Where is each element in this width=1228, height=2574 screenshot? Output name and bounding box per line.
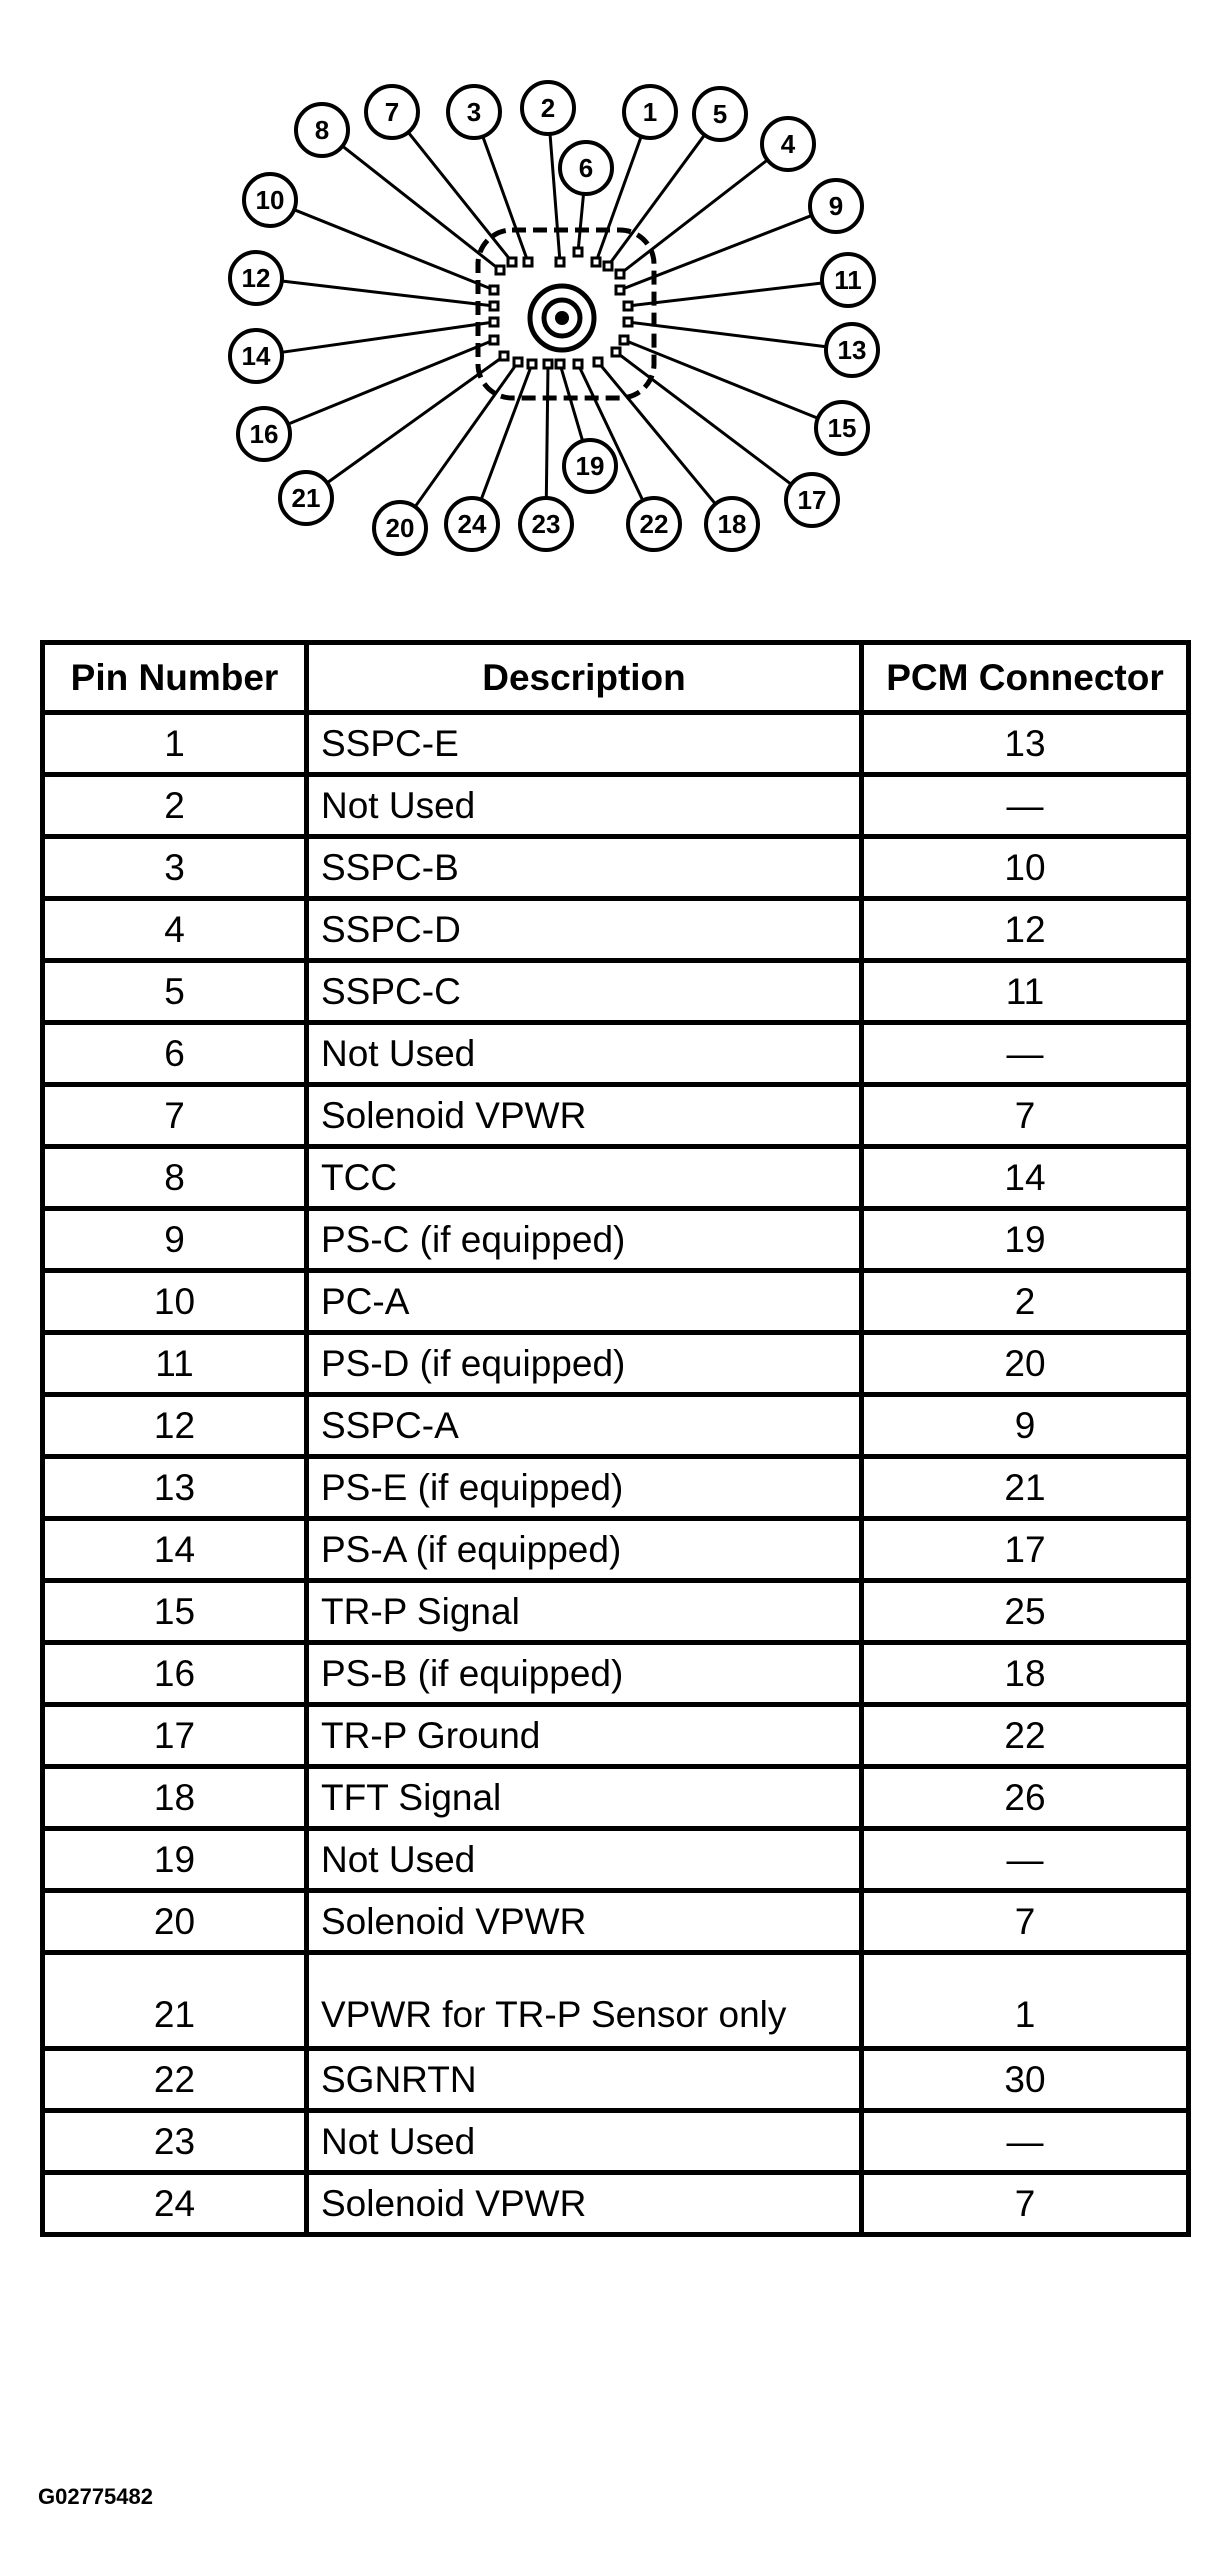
description-cell: TR-P Signal	[307, 1581, 862, 1643]
table-row	[43, 1085, 1189, 1147]
table-row	[43, 1333, 1189, 1395]
pin-callout	[706, 498, 758, 550]
table-row	[43, 1457, 1189, 1519]
header-description: Description	[307, 643, 862, 713]
table-row	[43, 775, 1189, 837]
description-cell: PS-E (if equipped)	[307, 1457, 862, 1519]
pin-number-cell: 1	[43, 713, 307, 775]
table-row	[43, 1395, 1189, 1457]
pcm-connector-cell: 7	[862, 1085, 1189, 1147]
callout-number: 10	[255, 185, 285, 215]
leader-line	[288, 340, 494, 424]
description-cell: Not Used	[307, 775, 862, 837]
pin-number-cell: 7	[43, 1085, 307, 1147]
pin-callout	[230, 252, 282, 304]
table-row	[43, 1147, 1189, 1209]
pin-callout	[446, 498, 498, 550]
pin-callout	[522, 82, 574, 134]
pin-cavity	[574, 248, 582, 256]
table-row	[43, 1953, 1189, 2049]
pcm-connector-cell: 14	[862, 1147, 1189, 1209]
table-row	[43, 1829, 1189, 1891]
callout-number: 13	[837, 335, 867, 365]
pin-callout	[230, 330, 282, 382]
callout-number: 12	[241, 263, 271, 293]
pin-number-cell: 15	[43, 1581, 307, 1643]
pcm-connector-cell: 21	[862, 1457, 1189, 1519]
description-cell: SSPC-D	[307, 899, 862, 961]
pin-cavity	[508, 258, 516, 266]
pin-callout	[762, 118, 814, 170]
callout-number: 2	[540, 93, 556, 123]
pin-number-cell: 13	[43, 1457, 307, 1519]
callout-number: 4	[780, 129, 796, 159]
pin-cavity	[544, 360, 552, 368]
table-row	[43, 1581, 1189, 1643]
leader-line	[282, 281, 494, 306]
pin-number-cell: 22	[43, 2049, 307, 2111]
description-cell: SSPC-C	[307, 961, 862, 1023]
callout-number: 8	[314, 115, 330, 145]
pin-cavity	[574, 360, 582, 368]
pin-callout	[238, 408, 290, 460]
pin-number-cell: 17	[43, 1705, 307, 1767]
callout-number: 22	[639, 509, 669, 539]
pin-cavity	[514, 358, 522, 366]
pin-number-cell: 6	[43, 1023, 307, 1085]
pin-cavity	[612, 348, 620, 356]
callout-number: 17	[797, 485, 827, 515]
leader-line	[481, 364, 532, 500]
leader-line	[294, 210, 494, 290]
pin-table	[40, 640, 1191, 2237]
pin-callout	[374, 502, 426, 554]
pin-number-cell: 11	[43, 1333, 307, 1395]
pin-callout	[826, 324, 878, 376]
pin-number-cell: 3	[43, 837, 307, 899]
callout-number: 1	[642, 97, 658, 127]
description-cell: VPWR for TR-P Sensor only	[307, 1953, 862, 2049]
pin-callout	[816, 402, 868, 454]
description-cell: Solenoid VPWR	[307, 1891, 862, 1953]
pin-cavity	[500, 352, 508, 360]
pin-number-cell: 4	[43, 899, 307, 961]
pin-cavity	[620, 336, 628, 344]
pcm-connector-cell: 10	[862, 837, 1189, 899]
description-cell: PC-A	[307, 1271, 862, 1333]
leader-line	[560, 364, 583, 441]
callout-number: 14	[241, 341, 271, 371]
pin-number-cell: 16	[43, 1643, 307, 1705]
pin-callout	[694, 88, 746, 140]
callout-number: 18	[717, 509, 747, 539]
table-row	[43, 899, 1189, 961]
pcm-connector-cell: 7	[862, 1891, 1189, 1953]
callout-number: 7	[384, 97, 400, 127]
pcm-connector-cell: —	[862, 2111, 1189, 2173]
callout-number: 21	[291, 483, 321, 513]
pin-number-cell: 18	[43, 1767, 307, 1829]
table-row	[43, 1705, 1189, 1767]
connector-center-stud	[530, 286, 594, 350]
description-cell: SGNRTN	[307, 2049, 862, 2111]
pin-callout	[628, 498, 680, 550]
pcm-connector-cell: 19	[862, 1209, 1189, 1271]
pcm-connector-cell: 7	[862, 2173, 1189, 2235]
pin-callout	[822, 254, 874, 306]
callout-number: 9	[828, 191, 844, 221]
leader-line	[282, 322, 494, 352]
table-row	[43, 1891, 1189, 1953]
pin-cavity	[594, 358, 602, 366]
pin-number-cell: 14	[43, 1519, 307, 1581]
description-cell: SSPC-B	[307, 837, 862, 899]
figure-id: G02775482	[38, 2484, 153, 2509]
description-cell: PS-C (if equipped)	[307, 1209, 862, 1271]
description-cell: Solenoid VPWR	[307, 2173, 862, 2235]
leader-line	[628, 283, 822, 306]
pin-number-cell: 2	[43, 775, 307, 837]
table-row	[43, 1209, 1189, 1271]
description-cell: TFT Signal	[307, 1767, 862, 1829]
pin-cavity	[490, 286, 498, 294]
table-row	[43, 837, 1189, 899]
pin-number-cell: 12	[43, 1395, 307, 1457]
callout-leader-lines	[282, 132, 826, 507]
leader-line	[620, 160, 767, 274]
description-cell: SSPC-E	[307, 713, 862, 775]
description-cell: PS-D (if equipped)	[307, 1333, 862, 1395]
callout-number: 24	[457, 509, 487, 539]
pcm-connector-cell: —	[862, 1023, 1189, 1085]
callout-number: 11	[834, 265, 862, 295]
pcm-connector-cell: 2	[862, 1271, 1189, 1333]
pin-number-cell: 9	[43, 1209, 307, 1271]
description-cell: PS-A (if equipped)	[307, 1519, 862, 1581]
table-row	[43, 1023, 1189, 1085]
table-row	[43, 1271, 1189, 1333]
pin-cavity	[496, 266, 504, 274]
pin-callout	[520, 498, 572, 550]
leader-line	[550, 134, 560, 262]
pcm-connector-cell: 11	[862, 961, 1189, 1023]
pin-cavity	[592, 258, 600, 266]
description-cell: Solenoid VPWR	[307, 1085, 862, 1147]
callout-number: 6	[578, 153, 594, 183]
connector-pinout-figure	[0, 0, 1228, 600]
table-row	[43, 2111, 1189, 2173]
pcm-connector-cell: 13	[862, 713, 1189, 775]
pcm-connector-cell: —	[862, 775, 1189, 837]
pcm-connector-cell: 25	[862, 1581, 1189, 1643]
table-row	[43, 1767, 1189, 1829]
callout-number: 15	[827, 413, 857, 443]
pin-number-cell: 23	[43, 2111, 307, 2173]
pin-callout	[244, 174, 296, 226]
pcm-connector-cell: 26	[862, 1767, 1189, 1829]
description-cell: Not Used	[307, 1023, 862, 1085]
pin-cavity	[624, 302, 632, 310]
pin-number-cell: 5	[43, 961, 307, 1023]
pin-cavity	[490, 336, 498, 344]
pin-callout	[564, 440, 616, 492]
pin-cavity	[616, 286, 624, 294]
callout-number: 5	[712, 99, 728, 129]
pin-number-cell: 8	[43, 1147, 307, 1209]
pin-callout	[280, 472, 332, 524]
table-row	[43, 713, 1189, 775]
pcm-connector-cell: 9	[862, 1395, 1189, 1457]
pin-cavity	[490, 318, 498, 326]
callout-number: 19	[575, 451, 605, 481]
leader-line	[578, 194, 584, 252]
pcm-connector-cell: 1	[862, 1953, 1189, 2049]
pin-number-cell: 10	[43, 1271, 307, 1333]
pin-cavity	[624, 318, 632, 326]
pcm-connector-cell: 17	[862, 1519, 1189, 1581]
table-header-row	[43, 643, 1189, 713]
callout-number: 16	[249, 419, 279, 449]
pin-number-cell: 19	[43, 1829, 307, 1891]
table-row	[43, 961, 1189, 1023]
leader-line	[628, 322, 826, 347]
description-cell: Not Used	[307, 1829, 862, 1891]
pin-number-cell: 21	[43, 1953, 307, 2049]
pcm-connector-cell: —	[862, 1829, 1189, 1891]
description-cell: PS-B (if equipped)	[307, 1643, 862, 1705]
pin-cavity	[490, 302, 498, 310]
leader-line	[342, 146, 500, 270]
pin-cavity	[556, 360, 564, 368]
pin-number-cell: 24	[43, 2173, 307, 2235]
pcm-connector-cell: 18	[862, 1643, 1189, 1705]
header-pin-number: Pin Number	[43, 643, 307, 713]
pin-number-cell: 20	[43, 1891, 307, 1953]
pin-callout	[786, 474, 838, 526]
leader-line	[546, 364, 548, 498]
pcm-connector-cell: 20	[862, 1333, 1189, 1395]
pin-callout	[296, 104, 348, 156]
pin-callout	[366, 86, 418, 138]
pin-callout	[624, 86, 676, 138]
description-cell: Not Used	[307, 2111, 862, 2173]
pin-cavity	[528, 360, 536, 368]
pin-cavity	[524, 258, 532, 266]
description-cell: TCC	[307, 1147, 862, 1209]
pin-callouts	[230, 82, 878, 554]
leader-line	[408, 132, 512, 262]
description-cell: SSPC-A	[307, 1395, 862, 1457]
pin-cavity	[616, 270, 624, 278]
pin-callout	[448, 86, 500, 138]
callout-number: 23	[531, 509, 561, 539]
table-row	[43, 2049, 1189, 2111]
pin-callout	[810, 180, 862, 232]
leader-line	[483, 136, 528, 262]
table-row	[43, 1643, 1189, 1705]
pin-cavity	[604, 262, 612, 270]
pin-callout	[560, 142, 612, 194]
table-row	[43, 2173, 1189, 2235]
callout-number: 3	[466, 97, 482, 127]
header-pcm-connector: PCM Connector	[862, 643, 1189, 713]
callout-number: 20	[385, 513, 415, 543]
pcm-connector-cell: 22	[862, 1705, 1189, 1767]
pcm-connector-cell: 12	[862, 899, 1189, 961]
table-row	[43, 1519, 1189, 1581]
pin-cavity	[556, 258, 564, 266]
pcm-connector-cell: 30	[862, 2049, 1189, 2111]
description-cell: TR-P Ground	[307, 1705, 862, 1767]
connector-diagram	[0, 0, 1228, 600]
